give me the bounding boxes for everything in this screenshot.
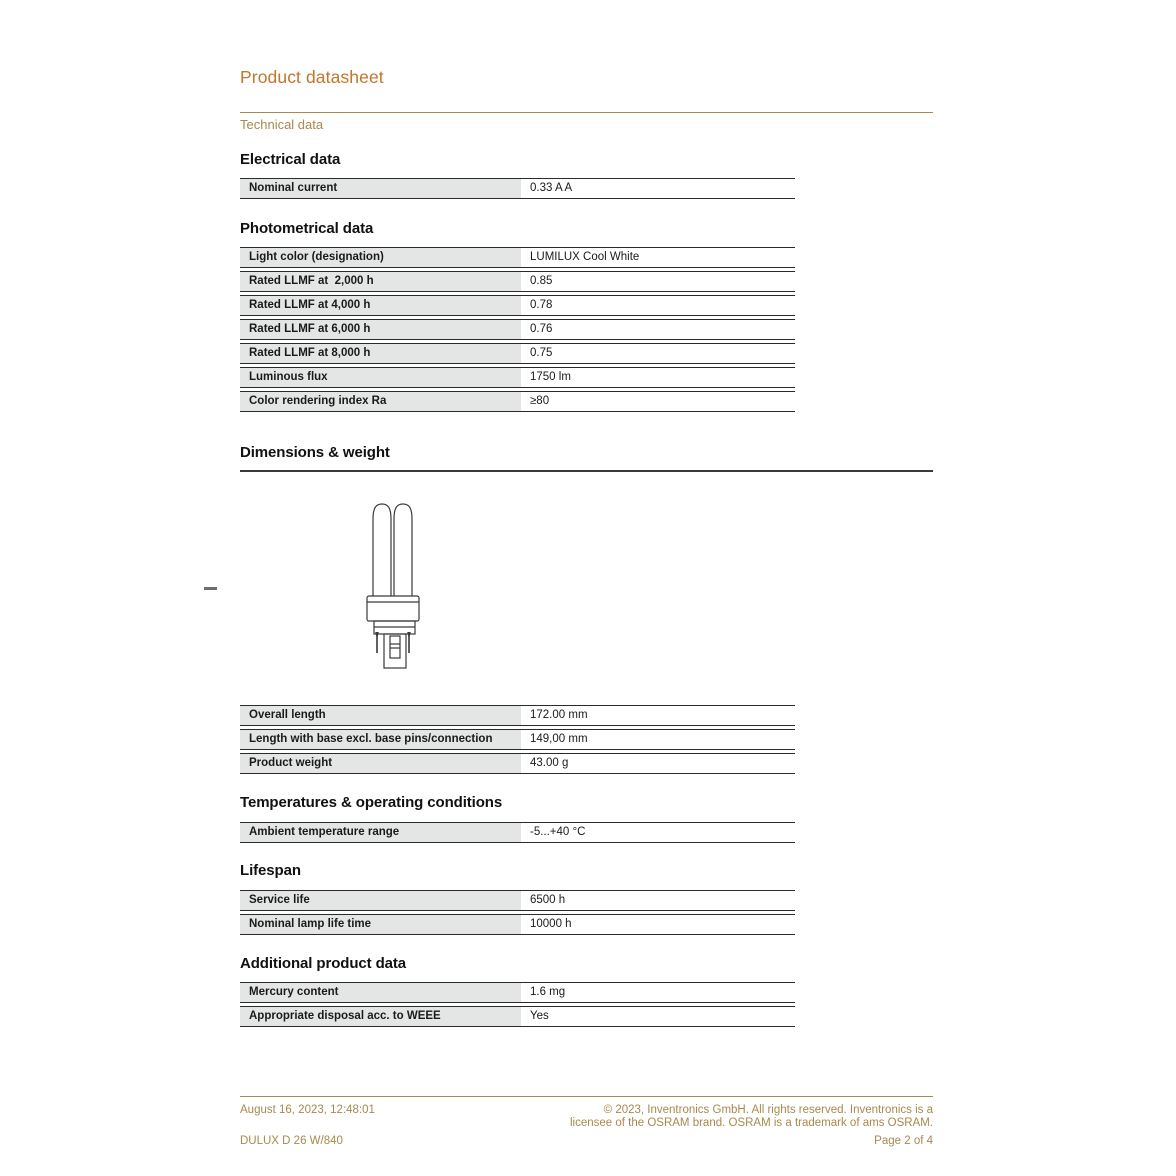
spec-label: Luminous flux bbox=[240, 368, 521, 387]
product-name: DULUX D 26 W/840 bbox=[240, 1135, 343, 1147]
spec-label: Rated LLMF at 4,000 h bbox=[240, 296, 521, 315]
dimensions-table bbox=[240, 705, 795, 774]
spec-value: 0.76 bbox=[530, 323, 553, 335]
table-row bbox=[240, 295, 795, 316]
spec-value: 1750 lm bbox=[530, 371, 571, 383]
spec-label: Appropriate disposal acc. to WEEE bbox=[240, 1007, 521, 1026]
spec-value: 0.78 bbox=[530, 299, 553, 311]
section-heading-electrical: Electrical data bbox=[240, 151, 341, 168]
spec-value: Yes bbox=[530, 1010, 549, 1022]
table-row bbox=[240, 367, 795, 388]
table-row bbox=[240, 890, 795, 911]
table-row bbox=[240, 982, 795, 1003]
generated-timestamp: August 16, 2023, 12:48:01 bbox=[240, 1104, 375, 1116]
spec-value: 149,00 mm bbox=[530, 733, 588, 745]
spec-label: Service life bbox=[240, 891, 521, 910]
page-number: Page 2 of 4 bbox=[874, 1135, 933, 1147]
temperatures-table bbox=[240, 822, 795, 843]
footer-divider bbox=[240, 1096, 933, 1097]
copyright-notice bbox=[570, 1104, 933, 1129]
footer-row-bottom bbox=[240, 1135, 933, 1148]
table-row bbox=[240, 178, 795, 199]
page-title: Product datasheet bbox=[240, 67, 384, 87]
spec-value: 0.33 A A bbox=[530, 182, 573, 194]
section-heading-dimensions: Dimensions & weight bbox=[240, 444, 390, 461]
electrical-table bbox=[240, 178, 795, 199]
spec-label: Length with base excl. base pins/connection bbox=[240, 730, 521, 749]
section-heading-temperatures: Temperatures & operating conditions bbox=[240, 794, 503, 811]
copyright-line: licensee of the OSRAM brand. OSRAM is a trademark of ams OSRAM. bbox=[569, 1116, 933, 1129]
spec-label: Color rendering index Ra bbox=[240, 392, 521, 411]
table-row bbox=[240, 271, 795, 292]
additional-table bbox=[240, 982, 795, 1027]
spec-label: Rated LLMF at 6,000 h bbox=[240, 320, 521, 339]
spec-value: 10000 h bbox=[530, 918, 572, 930]
spec-label: Rated LLMF at 8,000 h bbox=[240, 344, 521, 363]
spec-label: Nominal lamp life time bbox=[240, 915, 521, 934]
table-row bbox=[240, 729, 795, 750]
dimension-dash-marker bbox=[204, 587, 217, 590]
spec-label: Product weight bbox=[240, 754, 521, 773]
spec-value: 43.00 g bbox=[530, 757, 569, 769]
spec-value: 6500 h bbox=[530, 894, 566, 906]
spec-value: 0.75 bbox=[530, 347, 553, 359]
spec-label: Mercury content bbox=[240, 983, 521, 1002]
product-dimension-figure bbox=[240, 499, 933, 671]
table-row bbox=[240, 391, 795, 412]
section-heading-photometrical: Photometrical data bbox=[240, 220, 374, 237]
table-row bbox=[240, 247, 795, 268]
header-divider bbox=[240, 112, 933, 113]
copyright-line: © 2023, Inventronics GmbH. All rights reserved. Inventronics is a bbox=[603, 1104, 933, 1116]
lifespan-table bbox=[240, 890, 795, 935]
table-row bbox=[240, 705, 795, 726]
spec-label: Overall length bbox=[240, 706, 521, 725]
spec-value: 0.85 bbox=[530, 275, 553, 287]
table-row bbox=[240, 1006, 795, 1027]
section-heading-additional: Additional product data bbox=[240, 955, 407, 972]
spec-value: -5...+40 °C bbox=[530, 826, 586, 838]
spec-value: 172.00 mm bbox=[530, 709, 588, 721]
photometrical-table bbox=[240, 247, 795, 412]
spec-label: Light color (designation) bbox=[240, 248, 521, 267]
table-row bbox=[240, 343, 795, 364]
footer-row-top bbox=[240, 1104, 933, 1129]
table-row bbox=[240, 753, 795, 774]
spec-value: 1.6 mg bbox=[530, 986, 566, 998]
dimensions-divider bbox=[240, 470, 933, 472]
document-content bbox=[240, 0, 933, 1148]
section-heading-lifespan: Lifespan bbox=[240, 862, 301, 879]
spec-value: LUMILUX Cool White bbox=[530, 251, 640, 263]
spec-label: Ambient temperature range bbox=[240, 823, 521, 842]
lamp-technical-drawing-icon bbox=[363, 499, 427, 671]
technical-data-subtitle: Technical data bbox=[240, 117, 324, 132]
table-row bbox=[240, 822, 795, 843]
table-row bbox=[240, 914, 795, 935]
spec-value: ≥80 bbox=[530, 395, 550, 407]
spec-label: Nominal current bbox=[240, 179, 521, 198]
spec-label: Rated LLMF at 2,000 h bbox=[240, 272, 521, 291]
table-row bbox=[240, 319, 795, 340]
